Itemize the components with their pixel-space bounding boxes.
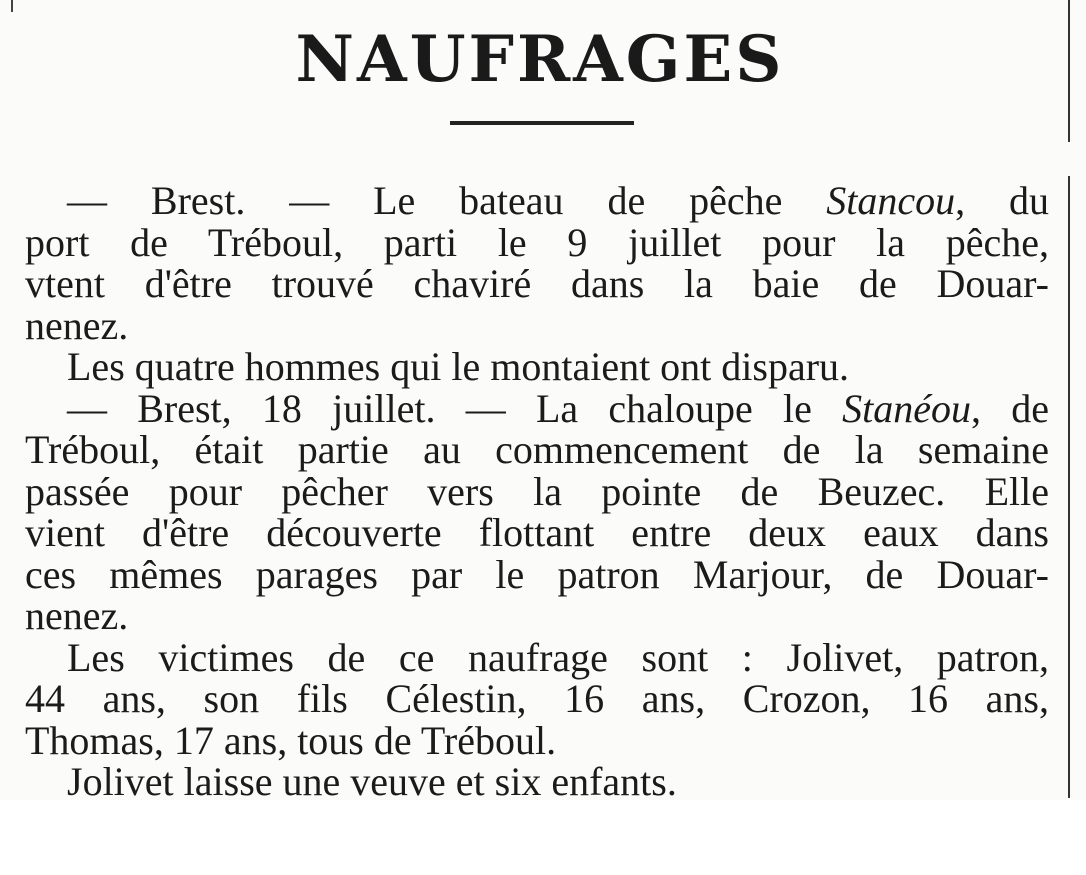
boat-name-stancou: Stancou <box>826 178 956 223</box>
boat-name-staneou: Stanéou <box>842 385 971 431</box>
text-line-cropped: Jolivet laisse une veuve et six enfants. <box>67 759 677 804</box>
title-underline-rule <box>450 121 634 125</box>
text-line: Les quatre hommes qui le montaient ont disparu. <box>67 344 850 389</box>
article-body <box>25 178 1049 804</box>
text-line <box>25 180 1049 222</box>
text-span: , de <box>971 385 1049 431</box>
text-span: , du <box>955 178 1049 223</box>
text-span: — Brest. — Le bateau de pêche <box>67 178 827 223</box>
text-line: Les victimes de ce naufrage sont : Jolivet, patron, <box>67 634 1049 680</box>
text-line: port de Tréboul, parti le 9 juillet pour la pêche, <box>25 219 1049 265</box>
text-span: — Brest, 18 juillet. — La chaloupe le <box>67 385 843 431</box>
text-line: 44 ans, son fils Célestin, 16 ans, Crozon, 16 ans, <box>25 676 1049 721</box>
column-rule-left <box>11 0 13 12</box>
paragraph-widow <box>25 759 1049 804</box>
text-line: passée pour pêcher vers la pointe de Beuzec. Elle <box>25 468 1049 514</box>
text-line: vient d'être découverte flottant entre deux eaux dans <box>25 510 1049 555</box>
paragraph-stancou <box>25 180 1049 346</box>
text-line: Thomas, 17 ans, tous de Tréboul. <box>25 717 557 763</box>
article-title: NAUFRAGES <box>295 22 785 97</box>
paragraph-staneou <box>25 385 1049 638</box>
text-line: vtent d'être trouvé chaviré dans la baie de Douar- <box>25 261 1049 306</box>
paragraph-disappeared <box>25 346 1049 388</box>
text-line: nenez. <box>25 302 129 348</box>
column-rule-right-bottom <box>1068 176 1070 798</box>
paragraph-victims <box>25 634 1049 763</box>
text-line: ces mêmes parages par le patron Marjour, de Douar- <box>25 551 1049 597</box>
text-line: Tréboul, était partie au commencement de la semaine <box>25 427 1049 472</box>
text-line <box>25 385 1049 431</box>
text-line: nenez. <box>25 593 129 638</box>
